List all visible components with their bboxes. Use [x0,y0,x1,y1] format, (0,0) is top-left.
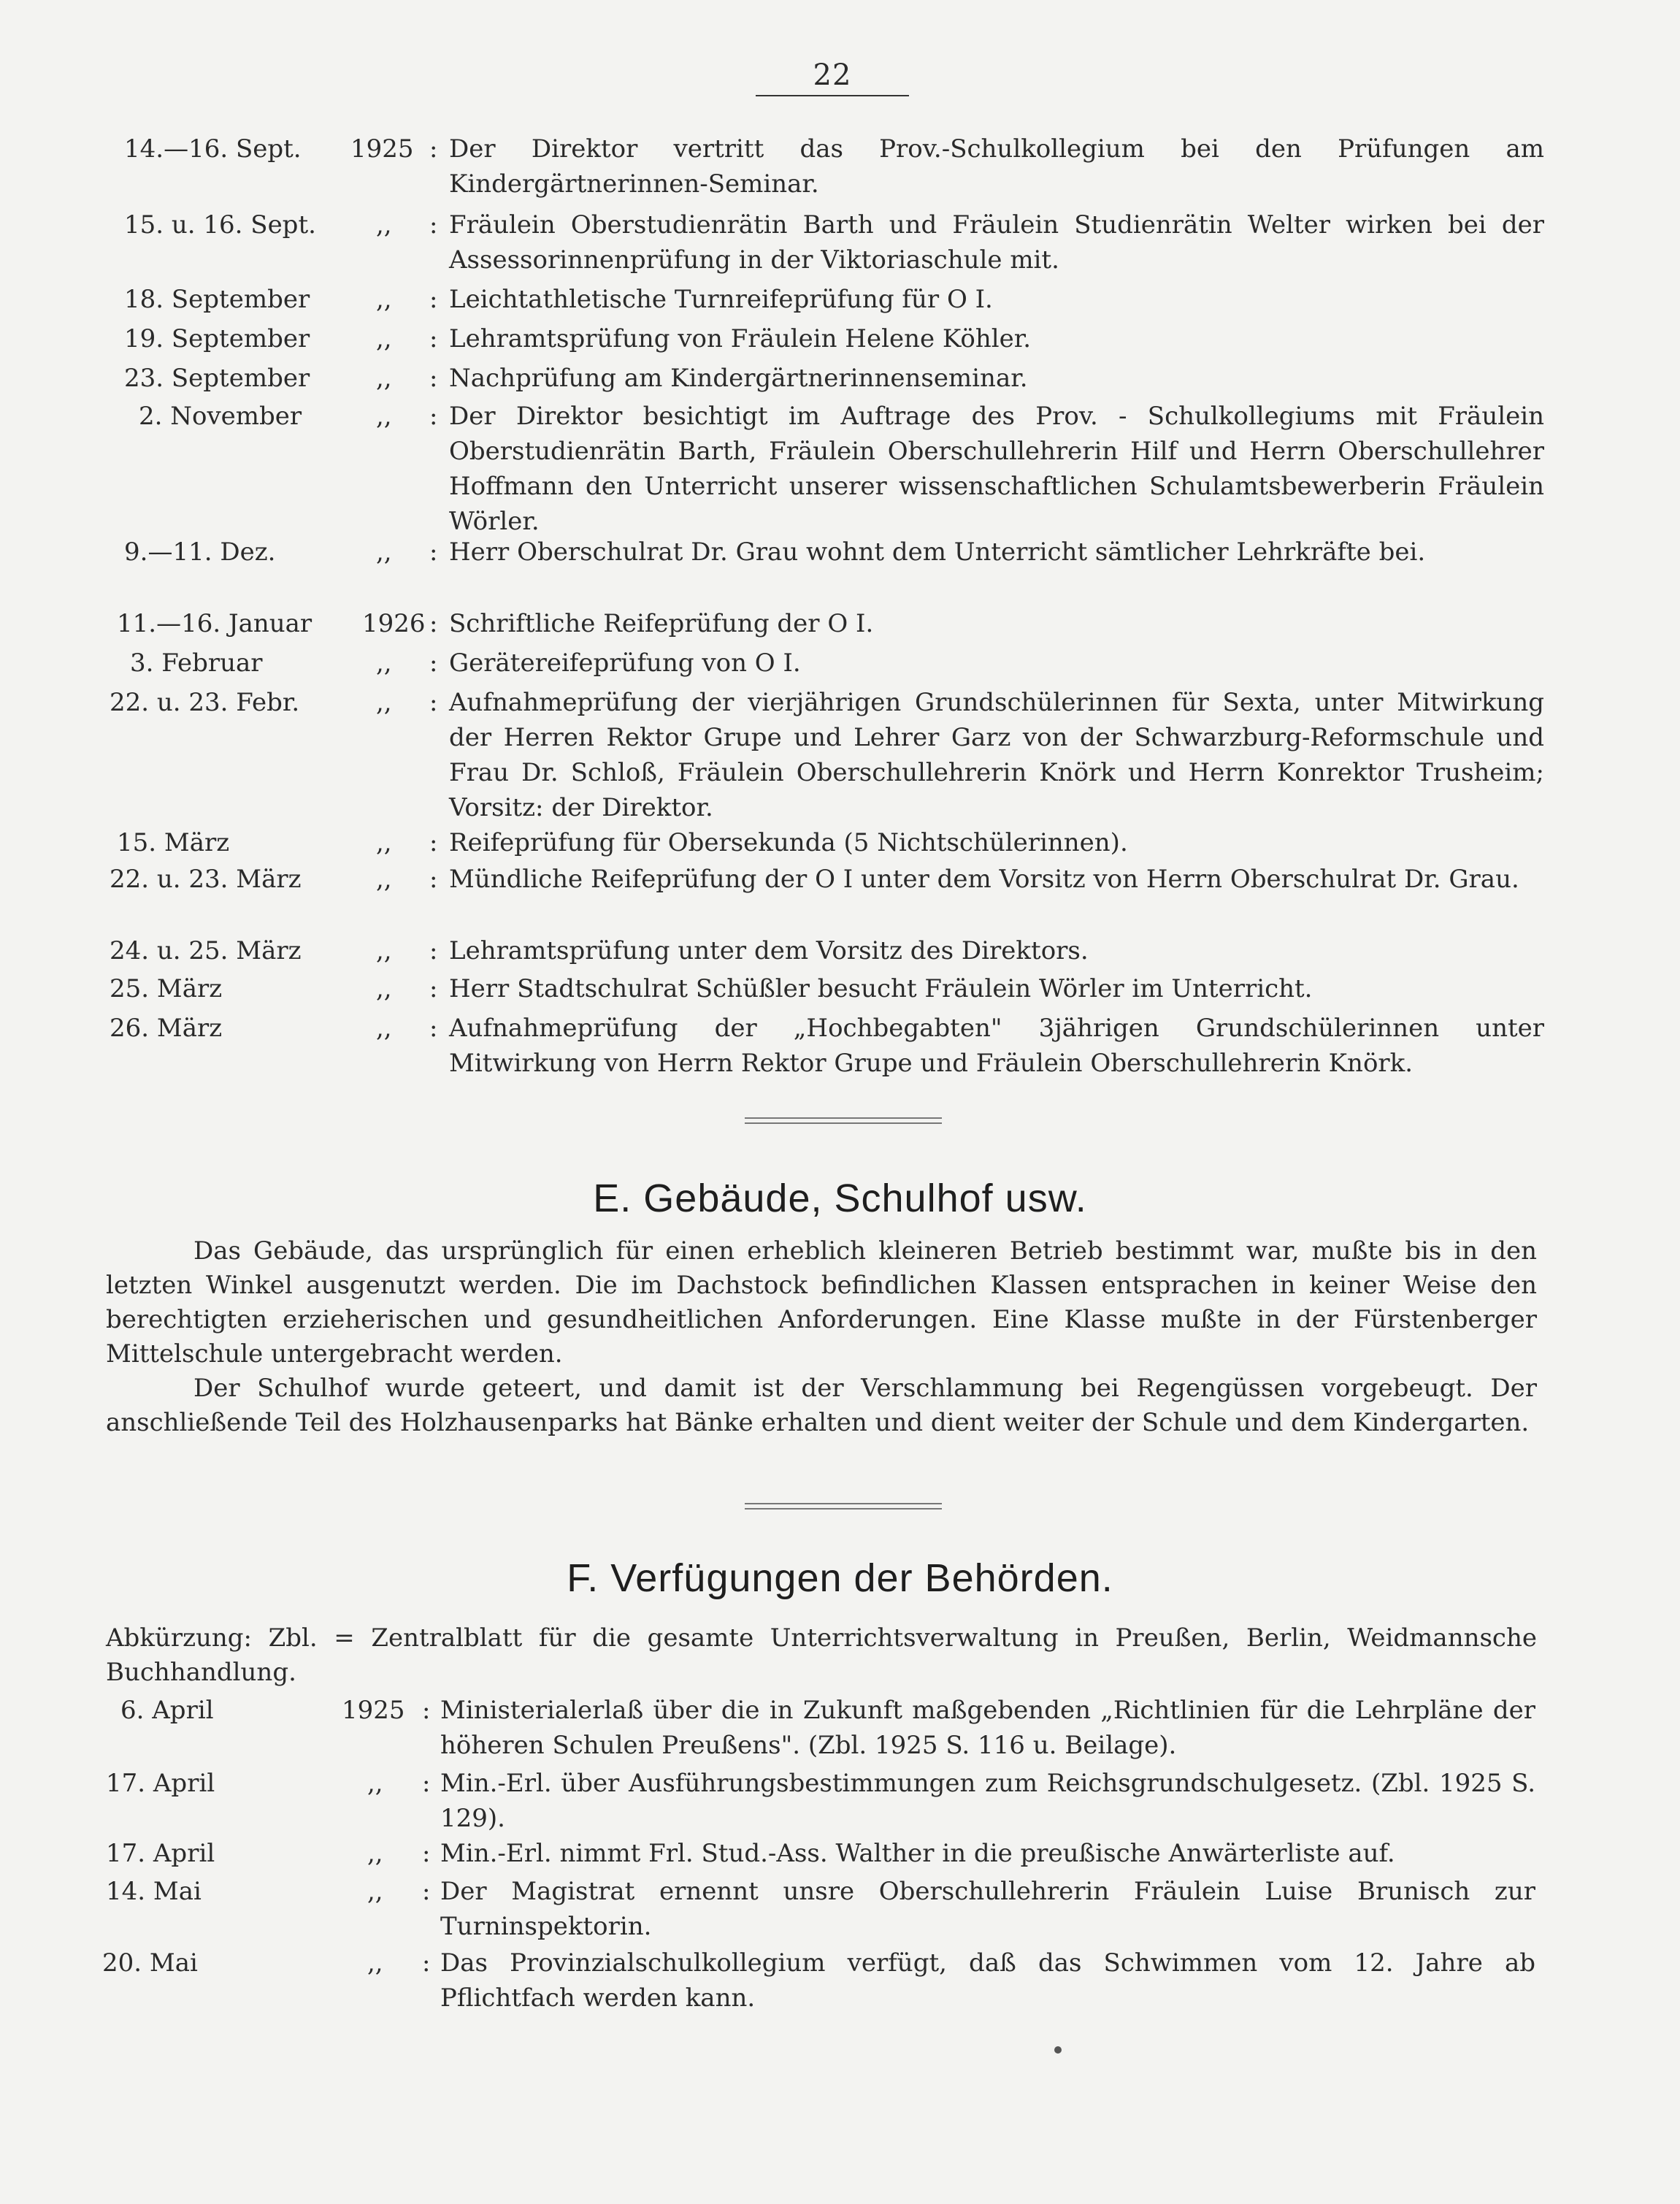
section-e-paragraph: Der Schulhof wurde geteert, und damit ist der Verschlammung bei Regengüssen vorgebeugt. Der anschließende Teil des Holzhausenparks hat Bänke erhalten und dient weiter der Schule und dem Kindergarten. [106,1374,1537,1437]
entry-year: ,, [367,1839,383,1868]
entry-year: ,, [376,364,392,393]
entry-year: ,, [367,1948,383,1978]
entry-text: Das Provinzialschulkollegium verfügt, daß das Schwimmen vom 12. Jahre ab Pflichtfach werden kann. [440,1948,1535,2013]
entry-text: Schriftliche Reifeprüfung der O I. [449,609,874,638]
entry-text: Mündliche Reifeprüfung der O I unter dem Vorsitz von Herrn Oberschulrat Dr. Grau. [449,865,1519,894]
entry-colon: : [429,688,438,717]
entry-year: 1926 [362,609,426,638]
page-number-rule [756,95,909,96]
entry-colon: : [429,210,438,240]
entry-text: Herr Stadtschulrat Schüßler besucht Fräulein Wörler im Unterricht. [449,974,1313,1003]
entry-text: Nachprüfung am Kindergärtnerinnenseminar. [449,364,1028,393]
entry-date: 3. Februar [130,648,263,678]
entry-colon: : [422,1839,431,1868]
entry-date: 17. April [106,1839,215,1868]
entry-text: Min.-Erl. über Ausführungsbestimmungen zum Reichsgrundschulgesetz. (Zbl. 1925 S. 129). [440,1769,1535,1833]
entry-date: 18. September [124,285,310,314]
entry-colon: : [429,324,438,353]
entry-colon: : [422,1877,431,1906]
entry-text: Reifeprüfung für Obersekunda (5 Nichtschülerinnen). [449,828,1128,857]
entry-text: Der Direktor vertritt das Prov.-Schulkollegium bei den Prüfungen am Kindergärtnerinnen-Seminar. [449,134,1544,199]
entry-date: 24. u. 25. März [110,936,302,965]
entry-text: Gerätereifeprüfung von O I. [449,648,801,678]
entry-year: ,, [367,1877,383,1906]
entry-date: 6. April [120,1696,214,1725]
entry-colon: : [429,936,438,965]
entry-text: Min.-Erl. nimmt Frl. Stud.-Ass. Walther in die preußische Anwärterliste auf. [440,1839,1395,1868]
entry-colon: : [429,134,438,164]
entry-year: 1925 [342,1696,405,1725]
section-e-title: E. Gebäude, Schulhof usw. [593,1176,1087,1220]
entry-date: 25. März [110,974,223,1003]
entry-date: 19. September [124,324,310,353]
entry-text: Herr Oberschulrat Dr. Grau wohnt dem Unterricht sämtlicher Lehrkräfte bei. [449,537,1426,567]
entry-date: 14. Mai [106,1877,202,1906]
entry-colon: : [422,1696,431,1725]
entry-text: Lehramtsprüfung unter dem Vorsitz des Direktors. [449,936,1089,965]
entry-colon: : [429,537,438,567]
entry-year: ,, [376,402,392,431]
entry-date: 9.—11. Dez. [124,537,276,567]
section-divider [745,1503,942,1509]
entry-year: ,, [376,865,392,894]
entry-date: 20. Mai [102,1948,198,1978]
entry-date: 22. u. 23. März [110,865,302,894]
entry-year: ,, [376,688,392,717]
entry-text: Der Direktor besichtigt im Auftrage des Prov. - Schulkollegiums mit Fräulein Oberstudienrätin Barth, Fräulein Oberschullehrerin Hilf und Herrn Oberschullehrer Hoffmann den Unterricht unserer wissenschaftlichen Schulamtsbewerberin Fräulein Wörler. [449,402,1544,536]
entry-date: 15. März [117,828,230,857]
entry-colon: : [429,364,438,393]
entry-date: 22. u. 23. Febr. [110,688,300,717]
section-e-paragraph: Das Gebäude, das ursprünglich für einen erheblich kleineren Betrieb bestimmt war, mußte bis in den letzten Winkel ausgenutzt werden. Die im Dachstock befindlichen Klassen entsprachen in keiner Weise den berechtigten erzieherischen und gesundheitlichen Anforderungen. Eine Klasse mußte in der Fürstenberger Mittelschule untergebracht werden. [106,1236,1537,1369]
entry-colon: : [429,648,438,678]
section-divider [745,1117,942,1124]
section-f-title: F. Verfügungen der Behörden. [567,1556,1113,1600]
entry-colon: : [429,285,438,314]
entry-year: ,, [376,210,392,240]
entry-text: Fräulein Oberstudienrätin Barth und Fräulein Studienrätin Welter wirken bei der Assessorinnenprüfung in der Viktoriaschule mit. [449,210,1544,275]
entry-colon: : [422,1948,431,1978]
entry-text: Der Magistrat ernennt unsre Oberschullehrerin Fräulein Luise Brunisch zur Turninspektorin. [440,1877,1535,1941]
entry-colon: : [429,1014,438,1043]
entry-date: 2. November [139,402,302,431]
page-number: 22 [813,58,852,92]
entry-date: 17. April [106,1769,215,1798]
entry-text: Leichtathletische Turnreifeprüfung für O I. [449,285,993,314]
entry-year: ,, [376,828,392,857]
entry-year: ,, [376,974,392,1003]
abbreviation-note: Abkürzung: Zbl. = Zentralblatt für die gesamte Unterrichtsverwaltung in Preußen, Berlin, Weidmannsche Buchhandlung. [106,1623,1537,1687]
entry-date: 11.—16. Januar [117,609,312,638]
entry-year: ,, [367,1769,383,1798]
entry-colon: : [429,609,438,638]
entry-colon: : [429,865,438,894]
entry-date: 15. u. 16. Sept. [124,210,316,240]
entry-date: 26. März [110,1014,223,1043]
entry-year: 1925 [350,134,414,164]
entry-colon: : [429,974,438,1003]
entry-year: ,, [376,285,392,314]
entry-text: Ministerialerlaß über die in Zukunft maßgebenden „Richtlinien für die Lehrpläne der höheren Schulen Preußens". (Zbl. 1925 S. 116 u. Beilage). [440,1696,1535,1760]
entry-text: Aufnahmeprüfung der vierjährigen Grundschülerinnen für Sexta, unter Mitwirkung der Herren Rektor Grupe und Lehrer Garz von der Schwarzburg-Reformschule und Frau Dr. Schloß, Fräulein Oberschullehrerin Knörk und Herrn Konrektor Trusheim; Vorsitz: der Direktor. [449,688,1544,822]
entry-text: Aufnahmeprüfung der „Hochbegabten" 3jährigen Grundschülerinnen unter Mitwirkung von Herrn Rektor Grupe und Fräulein Oberschullehrerin Knörk. [449,1014,1544,1078]
entry-colon: : [429,402,438,431]
entry-text: Lehramtsprüfung von Fräulein Helene Köhler. [449,324,1032,353]
entry-year: ,, [376,648,392,678]
entry-year: ,, [376,324,392,353]
ink-dot [1054,2046,1062,2054]
entry-year: ,, [376,936,392,965]
entry-year: ,, [376,537,392,567]
entry-year: ,, [376,1014,392,1043]
entry-date: 23. September [124,364,310,393]
entry-colon: : [422,1769,431,1798]
entry-date: 14.—16. Sept. [124,134,302,164]
entry-colon: : [429,828,438,857]
